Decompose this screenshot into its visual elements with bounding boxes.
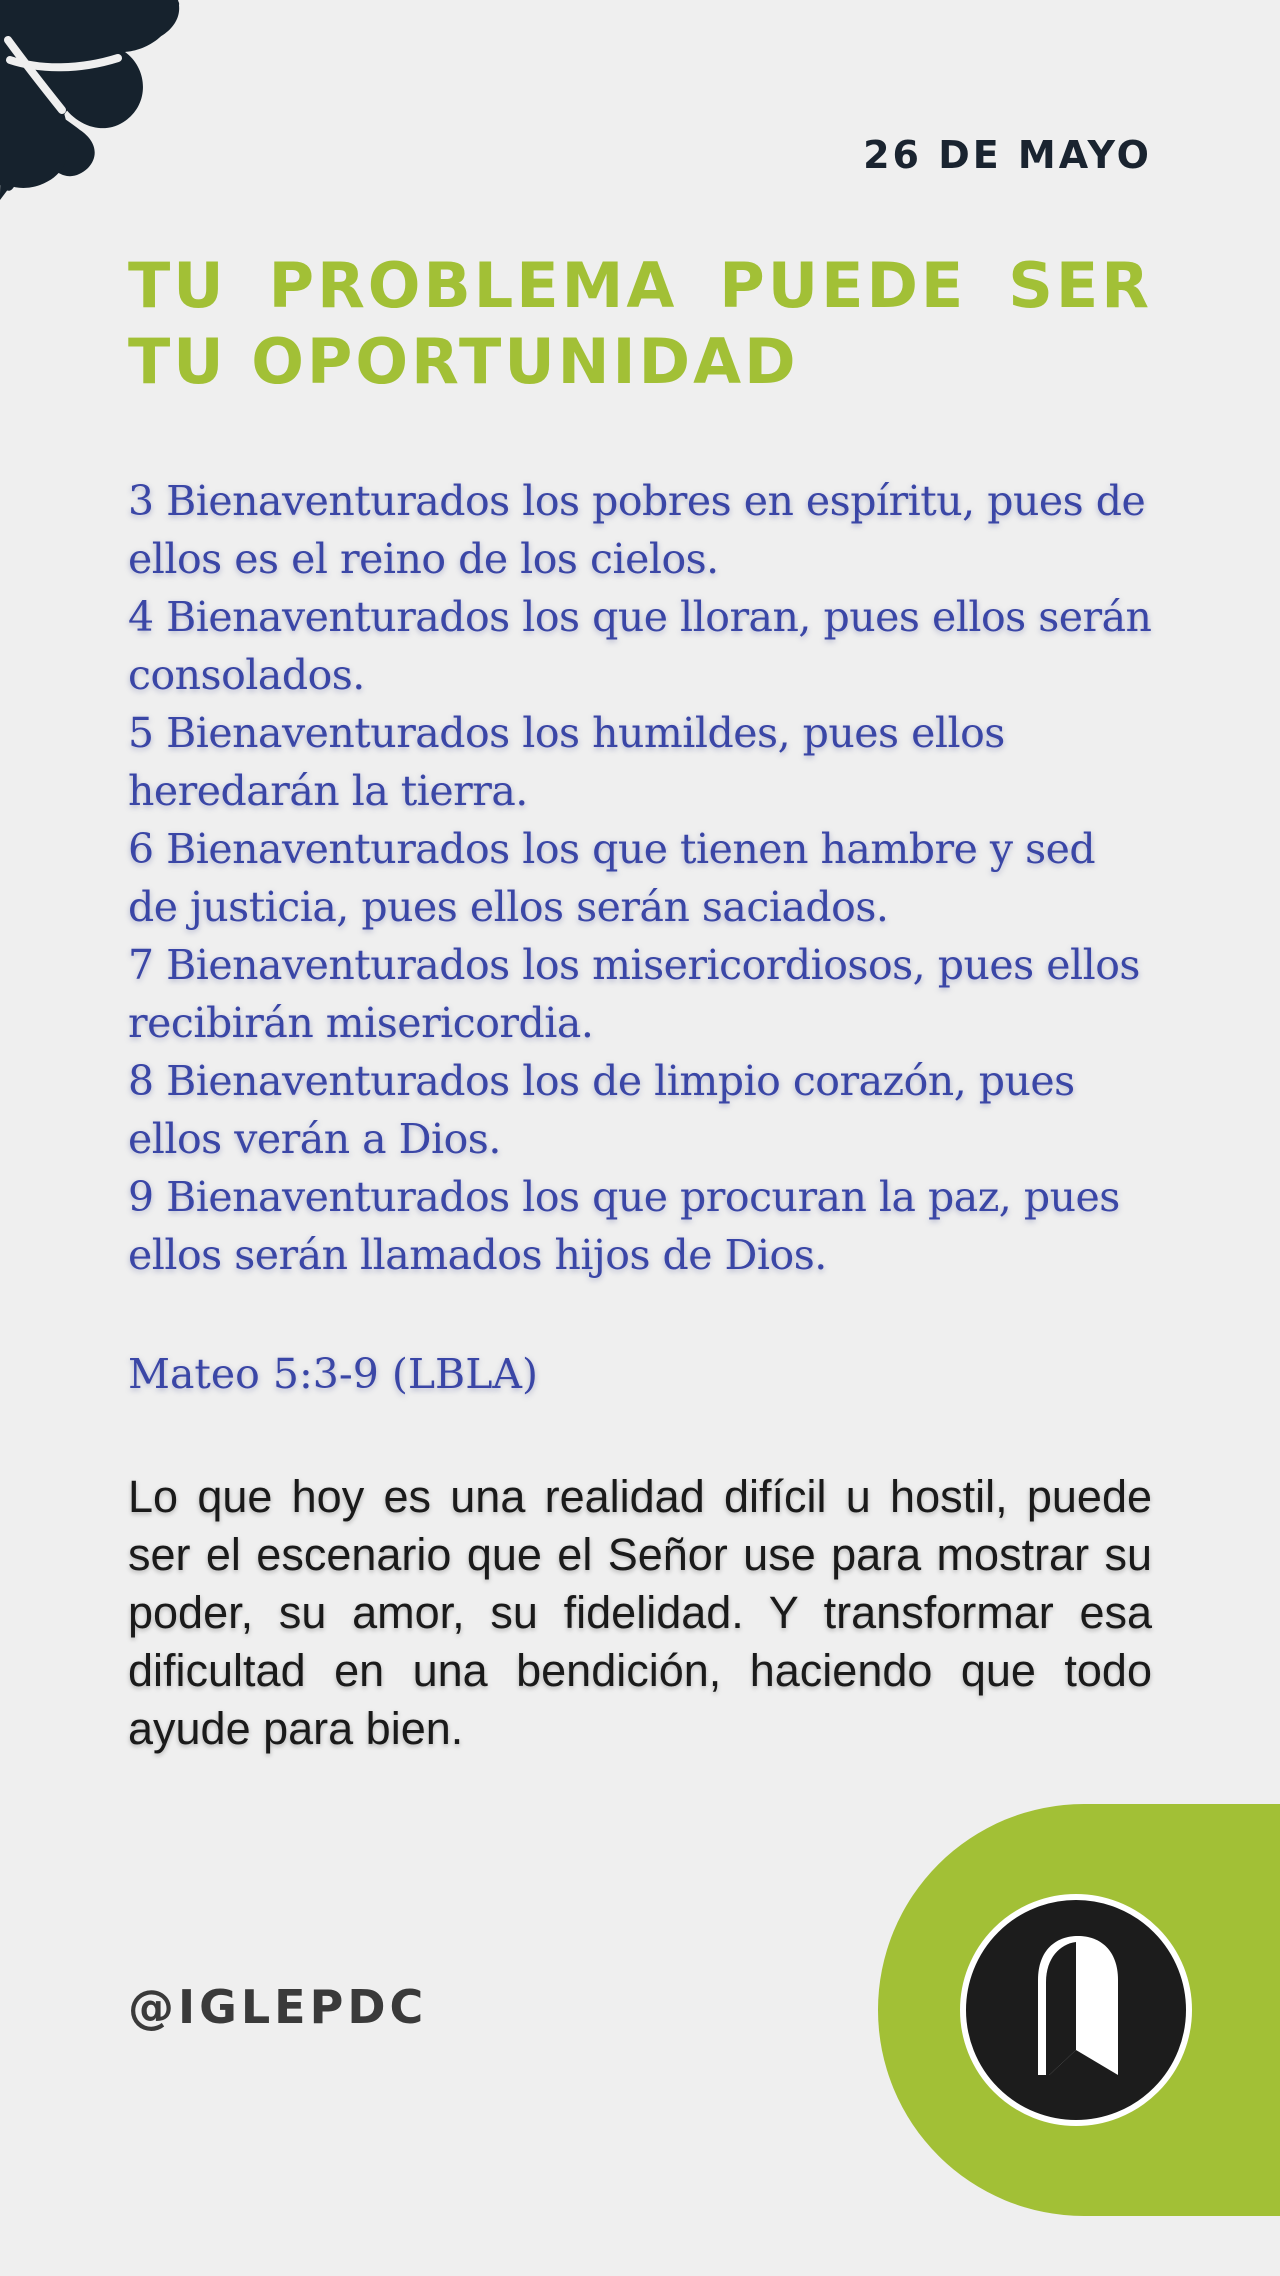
title-line-2: TU OPORTUNIDAD xyxy=(128,325,799,398)
petal-decoration-icon xyxy=(0,0,190,200)
verse-3: 3 Bienaventurados los pobres en espíritu, pues de ellos es el reino de los cielos. xyxy=(128,477,1146,583)
verse-reference: Mateo 5:3-9 (LBLA) xyxy=(128,1350,539,1398)
date-label: 26 DE MAYO xyxy=(863,133,1152,177)
verse-7: 7 Bienaventurados los misericordiosos, pues ellos recibirán misericordia. xyxy=(128,941,1140,1047)
title-line-1: TU PROBLEMA PUEDE SER xyxy=(128,249,1152,322)
verse-8: 8 Bienaventurados los de limpio corazón, pues ellos verán a Dios. xyxy=(128,1057,1075,1163)
verse-9: 9 Bienaventurados los que procuran la paz, pues ellos serán llamados hijos de Dios. xyxy=(128,1173,1120,1279)
door-logo-icon xyxy=(960,1894,1192,2126)
social-handle: @IGLEPDC xyxy=(128,1980,428,2034)
bible-verses xyxy=(128,472,1152,1284)
page-title xyxy=(128,248,1152,400)
verse-4: 4 Bienaventurados los que lloran, pues ellos serán consolados. xyxy=(128,593,1152,699)
verse-6: 6 Bienaventurados los que tienen hambre y sed de justicia, pues ellos serán saciados. xyxy=(128,825,1096,931)
verse-5: 5 Bienaventurados los humildes, pues ellos heredarán la tierra. xyxy=(128,709,1005,815)
reflection-paragraph: Lo que hoy es una realidad difícil u hostil, puede ser el escenario que el Señor use para mostrar su poder, su amor, su fidelidad. Y transformar esa dificultad en una bendición, haciendo que todo ayude para bien. xyxy=(128,1471,1152,1754)
